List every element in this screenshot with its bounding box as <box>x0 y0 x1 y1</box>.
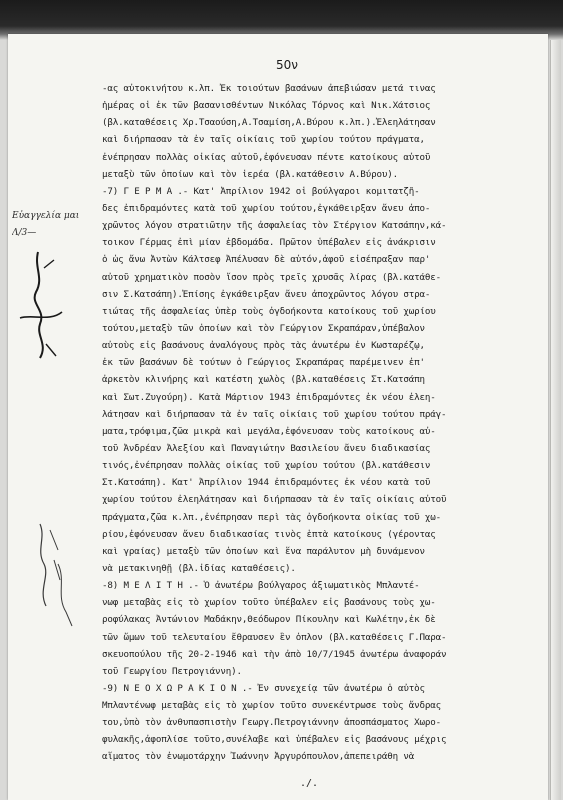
handwritten-scribble-icon <box>52 560 82 634</box>
text-line: καὶ Σωτ.Ζυγούρη). Κατὰ Μάρτιον 1943 ἐπιδραμόντες ἐκ νέου ἐλεη- <box>102 391 436 403</box>
text-line: ὁ ὡς ἄνω Ἀντὼν Κάλτσεφ Ἀπέλυσαν δὲ αὐτόν,ἀφοῦ εἰσέπραξαν παρ' <box>102 254 431 266</box>
text-line: αὐτοῦ χρηματικὸν ποσὸν ἴσον πρὸς τρεῖς χρυσᾶς λίρας (βλ.κατάθε- <box>102 271 442 283</box>
text-line: νωφ μεταβὰς εἰς τὸ χωρίον τοῦτο ὑπέβαλεν εἰς βασάνους τοὺς χω- <box>102 597 436 609</box>
text-line: τούτου,μεταξὺ τῶν ὁποίων καὶ τὸν Γεώργιον Σκραπάραν,ὑπέβαλον <box>102 322 425 334</box>
margin-label-line: Εὐαγγελία μαι <box>12 211 80 221</box>
text-line: -9) Ν Ε Ο Χ Ω Ρ Α Κ Ι Ο Ν .- Ἐν συνεχείᾳ τῶν ἀνωτέρω ὁ αὐτὸς <box>102 682 425 694</box>
text-line: αἵματος τὸν ἐνωμοτάρχην Ἰωάννην Ἀργυρόπουλον,ἀπεπειράθη νὰ <box>102 751 415 763</box>
text-line: φυλακῆς,ἀφοπλίσε τοῦτο,συνέλαβε καὶ ὑπέβαλεν εἰς βασάνους μέχρις <box>102 734 447 746</box>
margin-label-line: Λ/3— <box>12 228 37 239</box>
text-line: δες ἐπιδραμόντες κατὰ τοῦ χωρίου τούτου,ἐγκάθειρξαν ἄνευ ἀπο- <box>102 202 431 214</box>
handwritten-signature-icon <box>10 248 70 372</box>
page-continuation-mark: ./. <box>300 778 319 789</box>
text-line: ἀρκετὸν κλινήρης καὶ κατέστη χωλὸς (βλ.καταθέσεις Στ.Κατσάπη <box>102 374 425 386</box>
text-line: (βλ.καταθέσεις Χρ.Τσαούση,Α.Τσαμίση,Α.Βύρου κ.λπ.).Ἐλεηλάτησαν <box>102 117 436 129</box>
text-line: χρῶντος λόγου στρατιῶτην τῆς ἀσφαλείας τὸν Στέργιον Κατσάπην,κά- <box>102 220 447 232</box>
text-line: Μπλαντένωφ μεταβὰς εἰς τὸ χωρίον τοῦτο συνεκέντρωσε τοὺς ἄνδρας <box>102 700 442 712</box>
page-edge <box>550 40 561 800</box>
text-line: ρίου,ἐφόνευσαν ἄνευ διαδικασίας τινὸς ἑπτὰ κατοίκους (γέροντας <box>102 528 436 540</box>
text-line: νὰ μετακινηθῇ (βλ.ἰδίας καταθέσεις). <box>102 562 296 574</box>
text-line: λάτησαν καὶ διήρπασαν τὰ ἐν ταῖς οἰκίαις τοῦ χωρίου τούτου πράγ- <box>102 408 447 420</box>
text-line: ματα,τρόφιμα,ζῶα μικρὰ καὶ μεγάλα,ἐφόνευσαν τοὺς κατοίκους αὐ- <box>102 425 436 437</box>
text-line: Στ.Κατσάπη). Κατ' Ἀπρίλιον 1944 ἐπιδραμόντες ἐκ νέου κατὰ τοῦ <box>102 477 431 489</box>
text-line: τοῦ Ἀνδρέαν Ἀλεξίου καὶ Παναγιώτην Βασιλείου ἄνευ διαδικασίας <box>102 442 431 454</box>
text-line: τιώτας τῆς ἀσφαλείας ὑπὲρ τοὺς ὀγδοήκοντα κατοίκους τοῦ χωρίου <box>102 305 436 317</box>
text-line: καὶ γραίας) μεταξὺ τῶν ὁποίων καὶ ἕνα παράλυτον μὴ δυνάμενον <box>102 545 425 557</box>
text-line: σιν Σ.Κατσάπη).Ἐπίσης ἐγκάθειρξαν ἄνευ ἀποχρῶντος λόγου στρα- <box>102 288 431 300</box>
text-line: μεταξὺ τῶν ὁποίων καὶ τὸν ἱερέα (βλ.κατάθεσιν Α.Βύρου). <box>102 168 398 180</box>
text-line: ἡμέρας οἱ ἐκ τῶν βασανισθέντων Νικόλας Τόρνος καὶ Νικ.Χάτσιος <box>102 100 431 112</box>
text-line: σκευοπούλου τῆς 20-2-1946 καὶ τὴν ἀπὸ 10/7/1945 ἀνωτέρω ἀναφοράν <box>102 648 447 660</box>
margin-notes <box>0 0 110 800</box>
text-line: του,ὑπὸ τὸν ἀνθυπασπιστὴν Γεωργ.Πετρογιάννην ἀποσπάσματος Χωρο- <box>102 717 442 729</box>
text-line: πράγματα,ζῶα κ.λπ.,ἐνέπρησαν περὶ τὰς ὀγδοήκοντα οἰκίας τοῦ χω- <box>102 511 442 523</box>
text-line: τοῦ Γεωργίου Πετρογιάννη). <box>102 665 242 677</box>
text-line: αὐτοὺς εἰς βασάνους ἀναλόγους πρὸς τὰς ἀνωτέρω ἐν Κωσταρέζῳ, <box>102 340 425 352</box>
text-line: ἐκ τῶν βασάνων δὲ τούτων ὁ Γεώργιος Σκραπάρας παρέμεινεν ἐπ' <box>102 357 425 369</box>
text-line: καὶ διήρπασαν τὰ ἐν ταῖς οἰκίαις τοῦ χωρίου τούτου πράγματα, <box>102 134 425 146</box>
text-line: -7) Γ Ε Ρ Μ Α .- Κατ' Ἀπρίλιον 1942 οἱ βούλγαροι κομιτατζῆ- <box>102 185 420 197</box>
text-line: τοικον Γέρμας ἐπὶ μίαν ἑβδομάδα. Πρῶτον ὑπέβαλεν εἰς ἀνάκρισιν <box>102 237 436 249</box>
page-number: 50ν <box>276 58 298 72</box>
text-line: τινός,ἐνέπρησαν πολλὰς οἰκίας τοῦ χωρίου τούτου (βλ.κατάθεσιν <box>102 460 431 472</box>
text-line: -ας αὐτοκινήτου κ.λπ. Ἐκ τοιούτων βασάνων ἀπεβιώσαν μετά τινας <box>102 83 436 94</box>
text-line: -8) Μ Ε Λ Ι Τ Η .- Ὁ ἀνωτέρω βούλγαρος ἀξιωματικὸς Μπλαντέ- <box>102 580 420 592</box>
text-line: τῶν ὤμων τοῦ τελευταίου ἔθραυσεν ἓν ὀπλον (βλ.καταθέσεις Γ.Παρα- <box>102 631 447 643</box>
text-line: ἐνέπρησαν πολλὰς οἰκίας αὐτοῦ,ἐφόνευσαν πέντε κατοίκους αὐτοῦ <box>102 151 431 163</box>
text-line: χωρίου τούτου ἐλεηλάτησαν καὶ διήρπασαν τὰ ἐν ταῖς οἰκίαις αὐτοῦ <box>102 494 447 506</box>
typed-body-text <box>102 80 542 766</box>
handwritten-margin-label <box>12 210 102 244</box>
text-line: ροφύλακας Ἀντώνιον Μαδάκην,Θεόδωρον Πίκουλην καὶ Κωλέτην,ἐκ δὲ <box>102 614 436 626</box>
